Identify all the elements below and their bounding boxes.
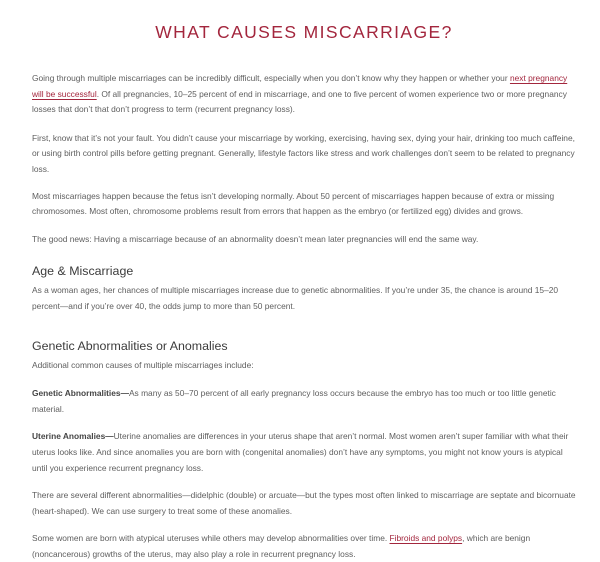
uterine-anomalies-text: Uterine anomalies are differences in your uterus shape that aren’t normal. Most women aren’t super familiar with what their uterus looks like. And since anomalies you are born with (congenital anomalies) don’t have any symptoms, you might not know yours is atypical until you experience recurrent pregnancy loss.: [32, 431, 569, 473]
page-title: WHAT CAUSES MISCARRIAGE?: [155, 22, 453, 42]
genetic-abnormalities-text: As many as 50–70 percent of all early pregnancy loss occurs because the embryo has too much or too little genetic material.: [32, 388, 556, 414]
age-paragraph: As a woman ages, her chances of multiple miscarriages increase due to genetic abnormalities. If you’re under 35, the chance is around 15–20 percent—and if you’re over 40, the odds jump to more than 50 percent.: [32, 285, 559, 311]
fibroids-polyps-link[interactable]: Fibroids and polyps: [389, 533, 463, 544]
uterine-anomalies-term: Uterine Anomalies—: [32, 431, 114, 442]
genetic-abnormalities-term: Genetic Abnormalities—: [32, 388, 129, 399]
fibroids-text-start: Some women are born with atypical uteruses while others may develop abnormalities over time.: [32, 533, 390, 544]
uterine-anomalies-paragraph: [32, 429, 576, 476]
age-heading: Age & Miscarriage: [32, 264, 134, 279]
genetic-heading: Genetic Abnormalities or Anomalies: [32, 338, 228, 353]
intro-text-start: Going through multiple miscarriages can be incredibly difficult, especially when you don’t know why they happen or whether your: [32, 73, 510, 83]
chromosome-paragraph: Most miscarriages happen because the fetus isn’t developing normally. About 50 percent of miscarriages happen because of extra or missing chromosomes. Most often, chromosome problems result from errors that happen as the embryo (or fertilized egg) divides and grows.: [32, 190, 555, 217]
good-news-paragraph: The good news: Having a miscarriage because of an abnormality doesn’t mean later pregnancies will end the same way.: [32, 233, 479, 244]
abnormality-types-paragraph: There are several different abnormalities—didelphic (double) or arcuate—but the types most often linked to miscarriage are septate and bicornuate (heart-shaped). We can use surgery to treat some of these anomalies.: [32, 490, 576, 516]
not-your-fault-paragraph: First, know that it’s not your fault. You didn’t cause your miscarriage by working, exercising, having sex, dying your hair, drinking too much caffeine, or using birth control pills before getting pregnant. Generally, lifestyle factors like stress and work challenges don’t seem to be related to pregnancy loss.: [32, 132, 575, 174]
next-pregnancy-link[interactable]: next pregnancy will be successful: [32, 73, 568, 99]
intro-paragraph: [32, 71, 576, 118]
intro-text-end: . Of all pregnancies, 10–25 percent of end in miscarriage, and one to five percent of women experience two or more pregnancy losses that don’t that don’t progress to term (recurrent pregnancy loss).: [32, 88, 567, 115]
causes-intro-paragraph: Additional common causes of multiple miscarriages include:: [32, 359, 254, 370]
fibroids-text-end: , which are benign (noncancerous) growths of the uterus, may also play a role in recurrent pregnancy loss.: [32, 533, 531, 559]
fibroids-paragraph: [32, 531, 576, 562]
genetic-abnormalities-paragraph: [32, 386, 576, 417]
